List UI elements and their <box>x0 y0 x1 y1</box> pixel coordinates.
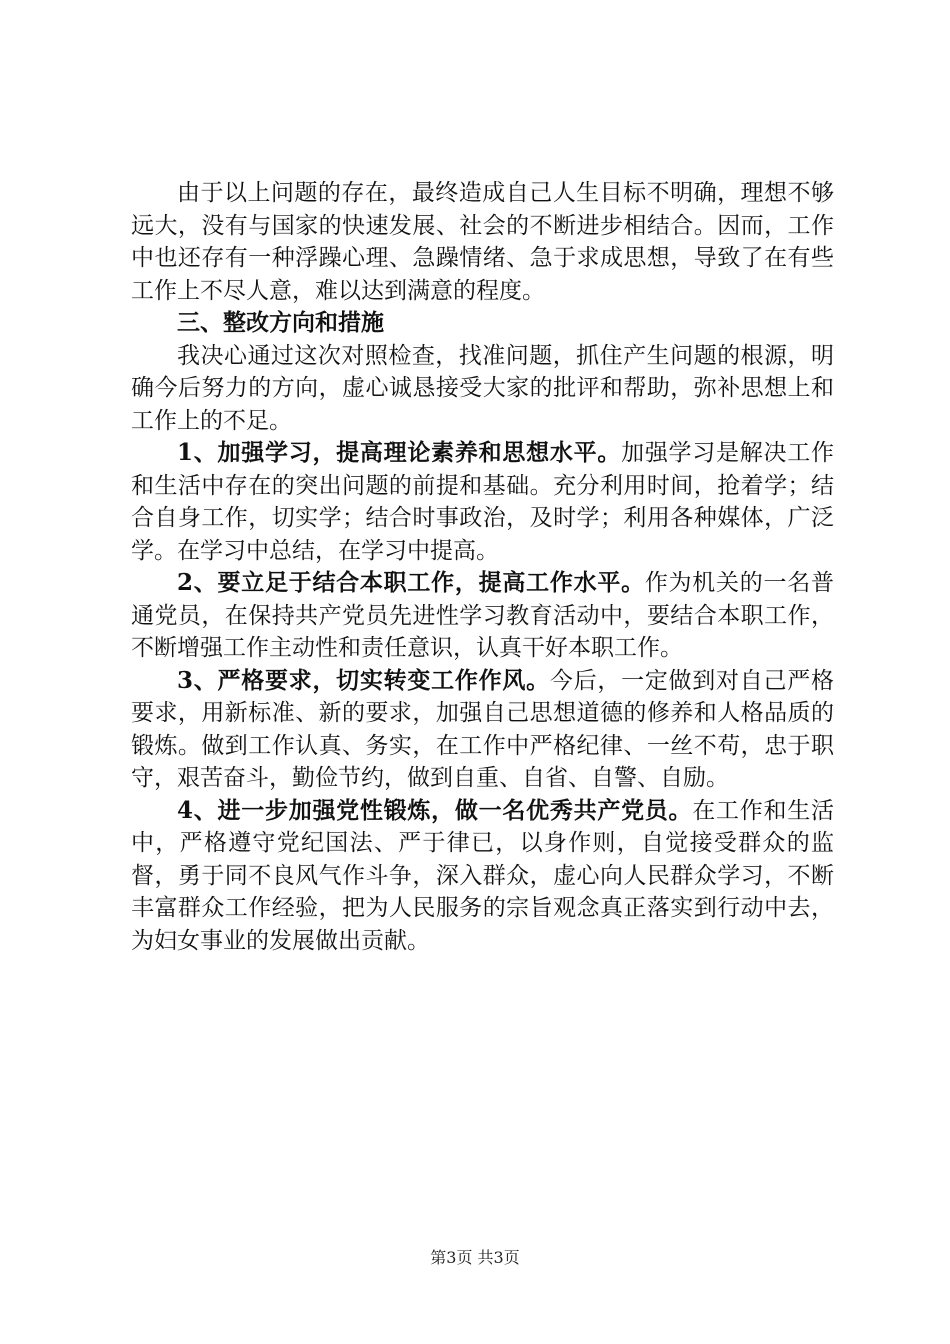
measure-4 <box>131 795 834 958</box>
measure-text: 加强学习是解决工作和生活中存在的突出问题的前提和基础。充分利用时间，抢着学；结合自身工作，切实学；结合时事政治，及时学；利用各种媒体，广泛学。在学习中总结，在学习中提高。 <box>131 440 834 564</box>
page-footer: 第3页 共3页 <box>430 1248 520 1267</box>
document-body <box>131 177 834 957</box>
measure-3 <box>131 665 834 795</box>
measure-title: 2、要立足于结合本职工作，提高工作水平。 <box>177 569 645 596</box>
section-heading <box>131 307 834 340</box>
paragraph-1 <box>131 177 834 307</box>
measure-title: 3、严格要求，切实转变工作作风。 <box>177 666 550 694</box>
measure-text: 作为机关的一名普通党员，在保持共产党员先进性学习教育活动中，要结合本职工作，不断增强工作主动性和责任意识，认真干好本职工作。 <box>131 570 834 661</box>
section-heading-text: 三、整改方向和措施 <box>177 309 384 336</box>
measure-2 <box>131 567 834 665</box>
paragraph-text: 我决心通过这次对照检查，找准问题，抓住产生问题的根源，明确今后努力的方向，虚心诚恳接受大家的批评和帮助，弥补思想上和工作上的不足。 <box>131 342 834 434</box>
measure-title: 4、进一步加强党性锻炼，做一名优秀共产党员。 <box>177 796 693 824</box>
measure-title: 1、加强学习，提高理论素养和思想水平。 <box>177 439 622 466</box>
measure-text: 今后，一定做到对自己严格要求，用新标准、新的要求，加强自己思想道德的修养和人格品质的锻炼。做到工作认真、务实，在工作中严格纪律、一丝不苟，忠于职守，艰苦奋斗，勤俭节约，做到自重、自省、自警、自励。 <box>131 667 835 791</box>
paragraph-2 <box>131 340 834 438</box>
paragraph-text: 由于以上问题的存在，最终造成自己人生目标不明确，理想不够远大，没有与国家的快速发展、社会的不断进步相结合。因而，工作中也还存有一种浮躁心理、急躁情绪、急于求成思想，导致了在有些工作上不尽人意，难以达到满意的程度。 <box>131 180 834 304</box>
measure-1 <box>131 437 834 567</box>
measure-text: 在工作和生活中，严格遵守党纪国法、严于律已，以身作则，自觉接受群众的监督，勇于同不良风气作斗争，深入群众，虚心向人民群众学习，不断丰富群众工作经验，把为人民服务的宗旨观念真正落实到行动中去，为妇女事业的发展做出贡献。 <box>131 797 834 954</box>
